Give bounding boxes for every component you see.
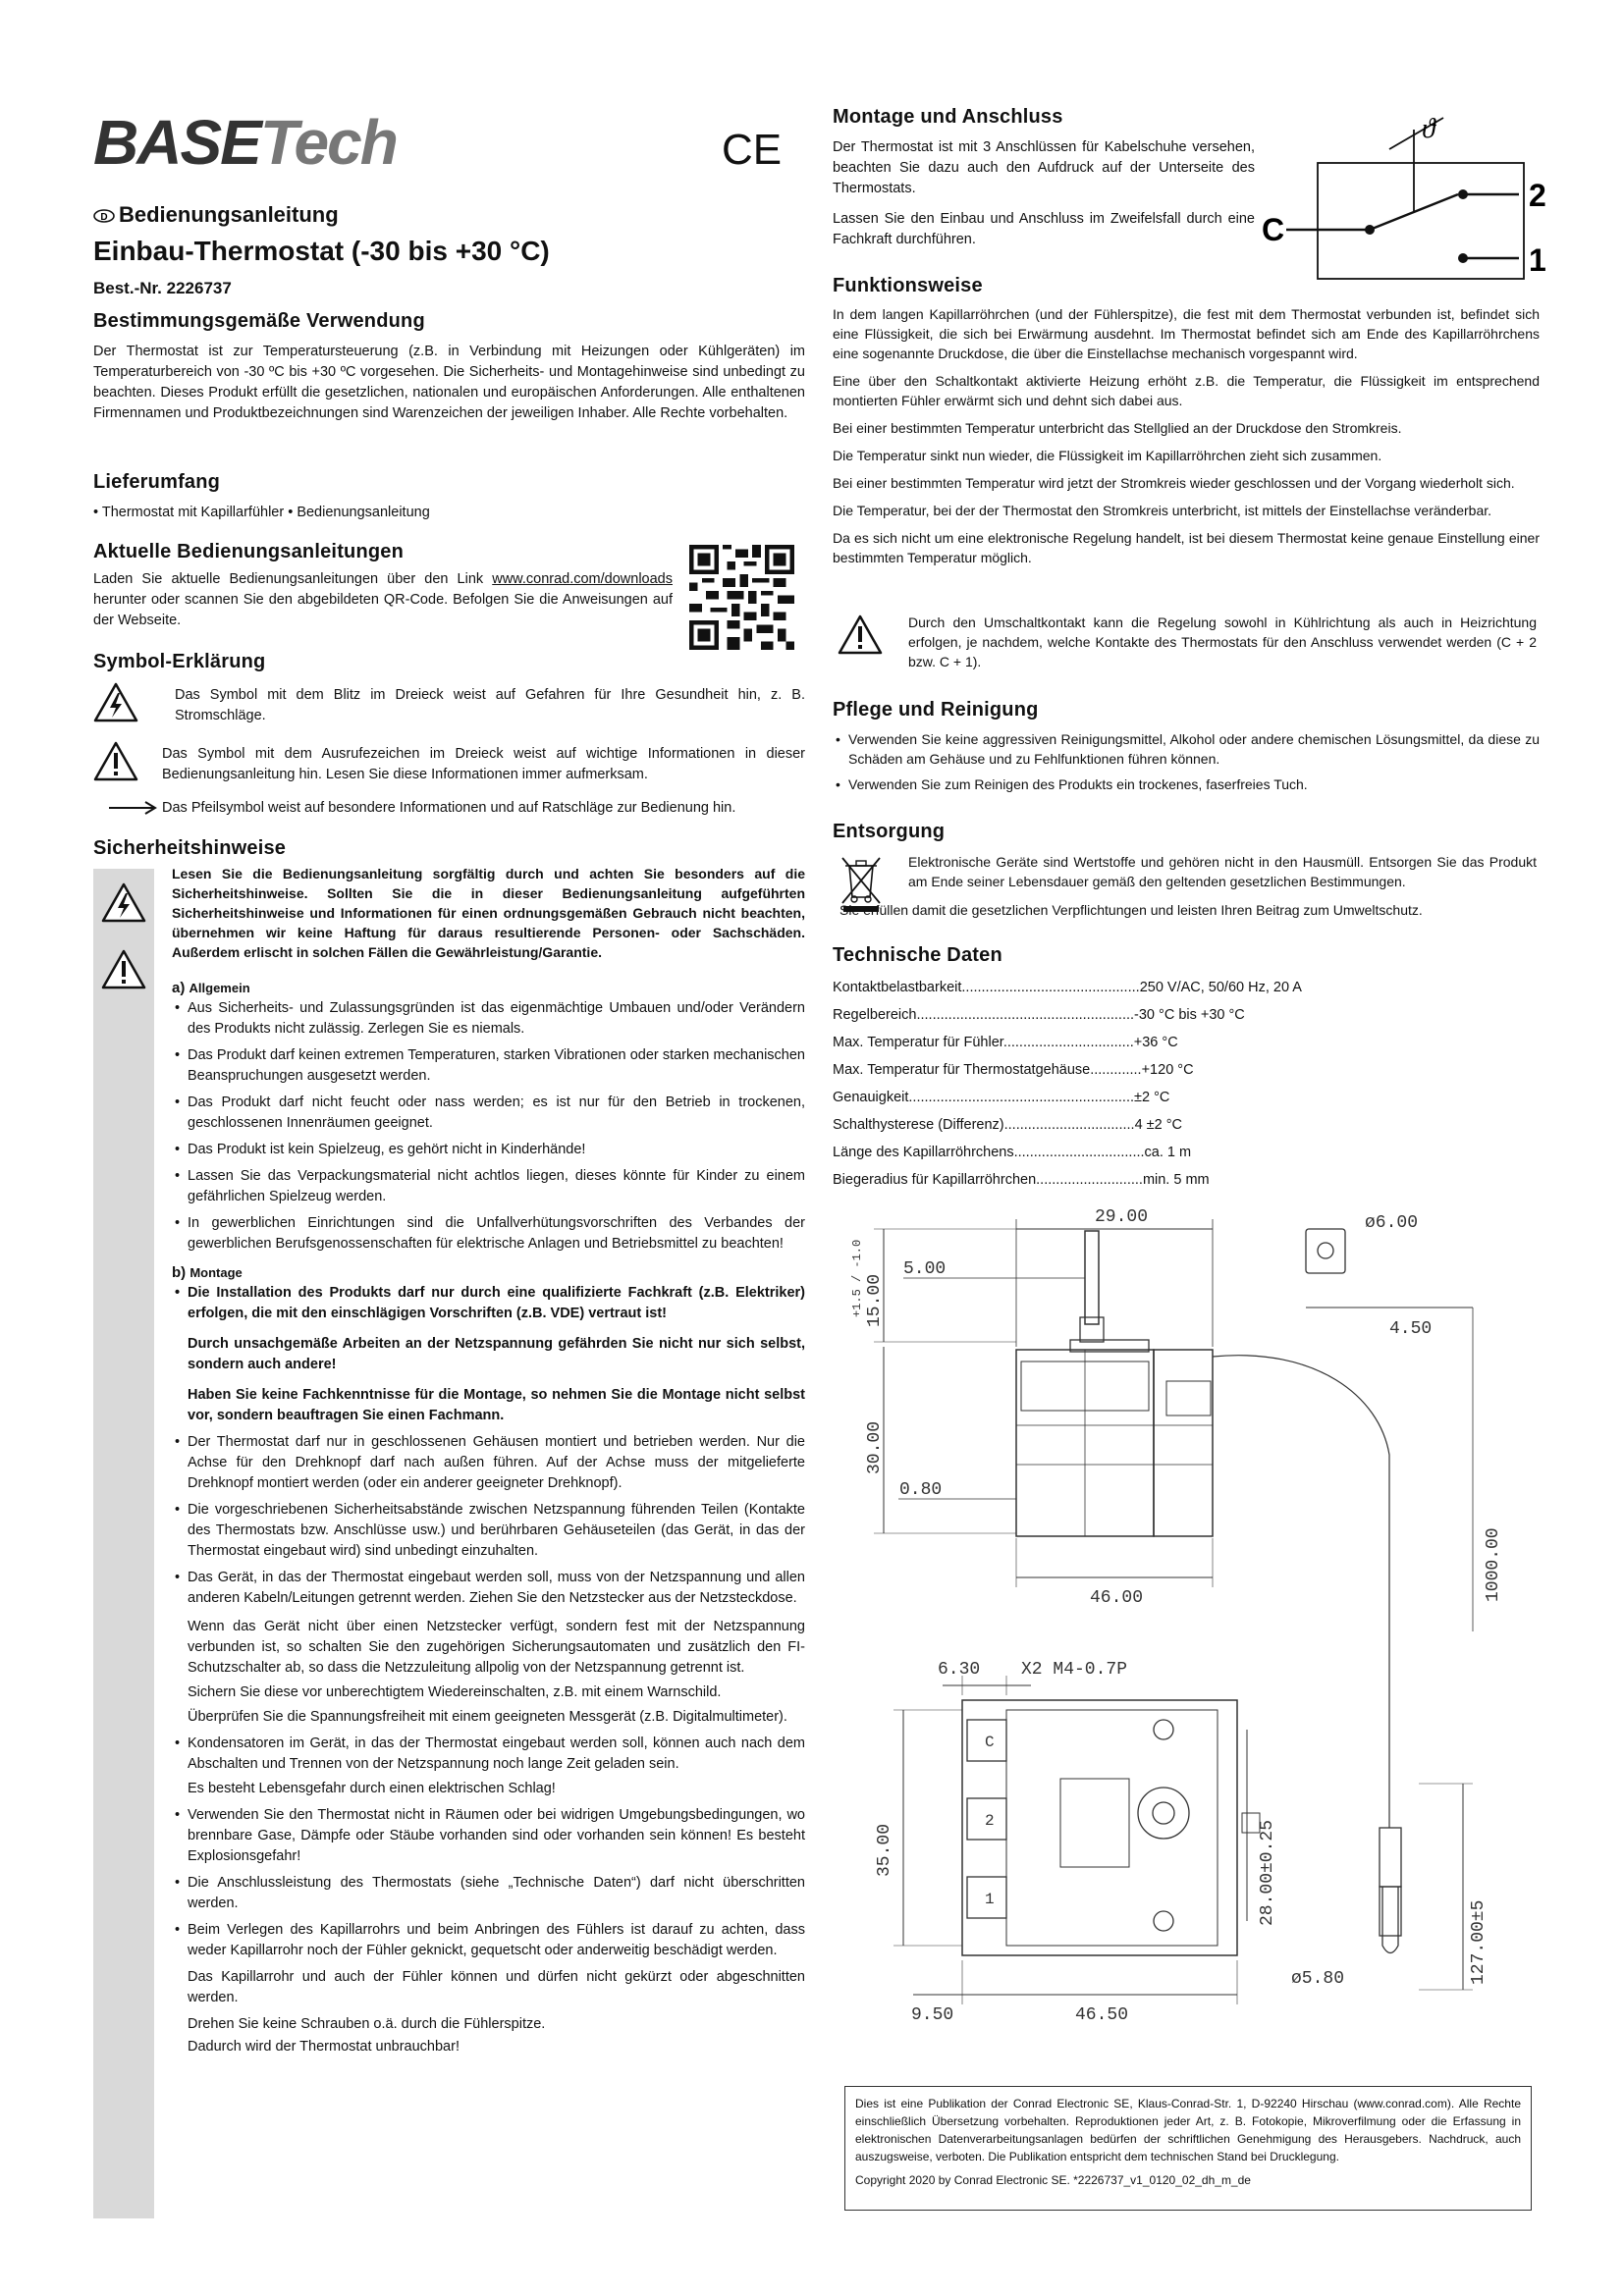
text-montage-1: Der Thermostat ist mit 3 Anschlüssen für Kabelschuhe versehen, beachten Sie dazu auch den Aufdruck auf der Unterseite des Thermostats. (833, 139, 1255, 196)
list-pflege (833, 729, 1540, 800)
text-montage-2: Lassen Sie den Einbau und Anschluss im Zweifelsfall durch eine Fachkraft durchführen. (833, 211, 1255, 247)
funktion-content: In dem langen Kapillarröhrchen (und der Fühlerspitze), die fest mit dem Thermostat verbunden ist, befindet sich eine Flüssigkeit, die sich bei Erwärmung ausdehnt. Im Thermostat befindet sich am Ende des Kapillarröhrchens eine sogenannte Druckdose, die über die Einstellachse mechanisch vorgespannt wird. Eine über den Schaltkontakt aktivierte Heizung erhöht z.B. die Temperatur, die Flüssigkeit im entsprechend montierten Fühler erwärmt sich und dehnt sich dabei aus. Bei einer bestimmten Temperatur unterbricht das Stellglied an der Druckdose den Stromkreis. Die Temperatur sinkt nun wieder, die Flüssigkeit im Kapillarröhrchen zieht sich zusammen. Bei einer bestimmten Temperatur wird jetzt der Stromkreis wieder geschlossen und der Vorgang wiederholt sich. Die Temperatur, bei der der Thermostat den Stromkreis unterbricht, ist mittels der Einstellachse veränderbar. Da es sich nicht um eine elektronische Regelung handelt, ist bei diesem Thermostat keine genaue Einstellung einer bestimmten Temperatur möglich. (833, 306, 1540, 565)
language-d-icon (93, 209, 115, 223)
terminal-2-label: 2 (1529, 178, 1546, 213)
dim-phi6: ø6.00 (1365, 1213, 1419, 1233)
dim-4650: 46.50 (1075, 2005, 1129, 2025)
dim-450: 4.50 (1389, 1319, 1433, 1339)
list-allgemein (172, 998, 805, 1255)
publisher-notice (844, 2086, 1532, 2211)
page-title: Einbau-Thermostat (-30 bis +30 °C) (93, 236, 550, 266)
list-montage (172, 1283, 805, 2057)
technical-drawing (844, 1200, 1532, 2054)
text-aktuelle: Laden Sie aktuelle Bedienungsanleitungen über den Link www.conrad.com/downloads herunter oder scannen Sie den abgebildeten QR-Code. Befolgen Sie die Anweisungen auf der Webseite. (93, 571, 673, 628)
subhead-allgemein: a) Allgemein (172, 980, 250, 996)
safety-content (172, 864, 805, 2063)
text-symbol-ausruf: Das Symbol mit dem Ausrufezeichen im Dreieck weist auf wichtige Informationen in dieser Bedienungsanleitung hin. Lesen Sie diese Informationen immer aufmerksam. (162, 746, 805, 782)
dim-46: 46.00 (1090, 1588, 1144, 1608)
terminal-1-label: 1 (1529, 242, 1546, 278)
theta-symbol: ϑ (1422, 114, 1435, 144)
list-item: • Verwenden Sie zum Reinigen des Produkts ein trockenes, faserfreies Tuch. (833, 774, 1540, 794)
publisher-text: Dies ist eine Publikation der Conrad Electronic SE, Klaus-Conrad-Str. 1, D-92240 Hirschau (www.conrad.com). Alle Rechte einschließlich Übersetzung vorbehalten. Reproduktionen jeder Art, z. B. Fotokopie, Mikroverfilmung oder die Erfassung in elektronischen Datenverarbeitungsanlagen bedürfen der schriftlichen Genehmigung des Herausgebers. Nachdruck, auch auszugsweise, verboten. Die Publikation entspricht dem technischen Stand bei Drucklegung. (855, 2097, 1521, 2163)
terminal-c: C (985, 1734, 995, 1751)
dim-15-tolerance: +1.5 / -1.0 (850, 1239, 864, 1317)
dim-5: 5.00 (903, 1259, 947, 1279)
subhead-montage: b) Montage (172, 1264, 243, 1281)
list-item: • Das Gerät, in das der Thermostat eingebaut werden soll, muss von der Netzspannung und allen anderen Kabeln/Leitungen getrennt werden. Ziehen Sie den Netzstecker aus der Netzsteckdose. Wenn das Gerät nicht über einen Netzstecker verfügt, sondern fest mit der Netzspannung verbunden ist, so schalten Sie den zugehörigen Sicherungsautomaten und zusätzlich den FI-Schutzschalter ab, so dass die Netzzuleitung allpolig von der Netzspannung getrennt ist. Sichern Sie diese vor unberechtigtem Wiedereinschalten, z.B. mit einem Warnschild. Überprüfen Sie die Spannungsfreiheit mit einem geeigneten Messgerät (z.B. Digitalmultimeter). (172, 1568, 805, 1728)
spec-row: Schalthysterese (Differenz).................................4 ±2 °C (833, 1117, 1182, 1133)
list-item: • Verwenden Sie keine aggressiven Reinigungsmittel, Alkohol oder andere chemischen Lösungsmittel, da diese zu Schäden am Gehäuse und zu Fehlfunktionen führen können. (833, 729, 1540, 769)
dim-127: 127.00±5 (1469, 1899, 1489, 1985)
text-entsorgung-1: Elektronische Geräte sind Wertstoffe und gehören nicht in den Hausmüll. Entsorgen Sie das Produkt am Ende seiner Lebensdauer gemäß den geltenden gesetzlichen Bestimmungen. (908, 854, 1537, 889)
list-item: • Das Produkt darf nicht feucht oder nass werden; es ist nur für den Betrieb in trockenen, geschlossenen Innenräumen geeignet. (172, 1093, 805, 1134)
text-lieferumfang: • Thermostat mit Kapillarfühler • Bedienungsanleitung (93, 505, 430, 520)
exclamation-warning-icon (101, 948, 146, 989)
ce-mark: CE (722, 126, 783, 174)
text-bestimmung: Der Thermostat ist zur Temperatursteuerung (z.B. in Verbindung mit Heizungen oder Kühlgeräten) im Temperaturbereich von -30 ºC bis +30 ºC vorgesehen. Die Sicherheits- und Montagehinweise sind unbedingt zu beachten. Dieses Produkt erfüllt die gesetzlichen, nationalen und europäischen Anforderungen. Alle enthaltenen Firmennamen und Produktbezeichnungen sind Warenzeichen der jeweiligen Inhaber. Alle Rechte vorbehalten. (93, 344, 805, 421)
list-item: • In gewerblichen Einrichtungen sind die Unfallverhütungsvorschriften des Verbandes der gewerblichen Berufsgenossenschaften für elektrische Anlagen und Betriebsmittel zu beachten! (172, 1213, 805, 1255)
heading-aktuelle: Aktuelle Bedienungsanleitungen (93, 541, 405, 562)
copyright: Copyright 2020 by Conrad Electronic SE. *2226737_v1_0120_02_dh_m_de (855, 2173, 1251, 2187)
text-funktion-note: Durch den Umschaltkontakt kann die Regelung sowohl in Kühlrichtung als auch in Heizrichtung erfolgen, je nachdem, welche Kontakte des Thermostats für den Anschluss verwendet werden (C + 2 bzw. C + 1). (908, 614, 1537, 669)
list-item: • Das Produkt ist kein Spielzeug, es gehört nicht in Kinderhände! (172, 1140, 805, 1160)
dim-080: 0.80 (899, 1480, 943, 1500)
spec-row: Biegeradius für Kapillarröhrchen...........................min. 5 mm (833, 1172, 1210, 1188)
list-item: • Kondensatoren im Gerät, in das der Thermostat eingebaut werden soll, können auch nach dem Abschalten und Trennen von der Netzspannung noch lange Zeit geladen sein. Es besteht Lebensgefahr durch einen elektrischen Schlag! (172, 1734, 805, 1799)
heading-symbol: Symbol-Erklärung (93, 651, 266, 672)
spec-row: Länge des Kapillarröhrchens.................................ca. 1 m (833, 1145, 1192, 1160)
safety-intro: Lesen Sie die Bedienungsanleitung sorgfältig durch und achten Sie besonders auf die Sicherheitshinweise. Sollten Sie die in dieser Bedienungsanleitung aufgeführten Sicherheitshinweise und Informationen für einen ordnungsgemäßen Gebrauch nicht beachten, übernehmen wir keine Haftung für daraus resultierende Personen- oder Sachschäden. Außerdem erlischt in solchen Fällen die Gewährleistung/Garantie. (172, 866, 805, 960)
downloads-link[interactable]: www.conrad.com/downloads (492, 571, 673, 587)
heading-sicherheit: Sicherheitshinweise (93, 837, 287, 859)
heading-lieferumfang: Lieferumfang (93, 471, 221, 493)
text-entsorgung-2: Sie erfüllen damit die gesetzlichen Verpflichtungen und leisten Ihren Beitrag zum Umweltschutz. (839, 902, 1423, 918)
list-item: • Die Anschlussleistung des Thermostats (siehe „Technische Daten“) darf nicht überschritten werden. (172, 1873, 805, 1914)
dim-29: 29.00 (1095, 1207, 1149, 1227)
exclamation-warning-icon (838, 614, 883, 655)
dim-28: 28.00±0.25 (1258, 1819, 1277, 1926)
dim-35: 35.00 (875, 1823, 894, 1877)
basetech-logo: BASETech (93, 107, 397, 178)
lightning-warning-icon (101, 881, 146, 923)
order-number: Best.-Nr. 2226737 (93, 279, 232, 297)
terminal-c-label: C (1262, 212, 1285, 247)
qr-code[interactable] (689, 545, 794, 650)
heading-pflege: Pflege und Reinigung (833, 699, 1039, 721)
dim-30: 30.00 (865, 1420, 885, 1474)
dim-1000: 1000.00 (1484, 1527, 1503, 1602)
dim-950: 9.50 (911, 2005, 954, 2025)
list-item: • Aus Sicherheits- und Zulassungsgründen ist das eigenmächtige Umbauen und/oder Verändern des Produkts nicht zulässig. Zerlegen Sie es niemals. (172, 998, 805, 1040)
terminal-2: 2 (985, 1812, 995, 1830)
exclamation-warning-icon (93, 740, 138, 781)
terminal-1: 1 (985, 1891, 995, 1908)
arrow-right-icon (108, 800, 157, 816)
svg-text:D: D (100, 212, 108, 224)
lightning-warning-icon (93, 681, 138, 722)
spec-row: Regelbereich.......................................................-30 °C bis +30 °C (833, 1007, 1245, 1023)
heading-technische: Technische Daten (833, 944, 1002, 966)
text-symbol-pfeil: Das Pfeilsymbol weist auf besondere Informationen und auf Ratschläge zur Bedienung hin. (162, 800, 736, 816)
dim-phi58: ø5.80 (1291, 1969, 1345, 1989)
list-item: • Die Installation des Produkts darf nur durch eine qualifizierte Fachkraft (z.B. Elektriker) erfolgen, die mit den einschlägigen Vorschriften (z.B. VDE) vertraut ist! Durch unsachgemäße Arbeiten an der Netzspannung gefährden Sie nicht nur sich selbst, sondern auch andere! Haben Sie keine Fachkenntnisse für die Montage, so nehmen Sie die Montage nicht selbst vor, sondern beauftragen Sie einen Fachmann. (172, 1283, 805, 1426)
list-item: • Verwenden Sie den Thermostat nicht in Räumen oder bei widrigen Umgebungsbedingungen, wo brennbare Gase, Dämpfe oder Stäube vorhanden sind oder vorhanden sein können! Es besteht Explosionsgefahr! (172, 1805, 805, 1867)
dim-15: 15.00 (865, 1273, 885, 1327)
heading-bestimmung: Bestimmungsgemäße Verwendung (93, 310, 425, 332)
spec-table (833, 974, 1382, 1194)
doc-type: D Bedienungsanleitung (93, 202, 339, 228)
dim-x2: X2 M4-0.7P (1021, 1660, 1128, 1680)
text-symbol-blitz: Das Symbol mit dem Blitz im Dreieck weist auf Gefahren für Ihre Gesundheit hin, z. B. Stromschläge. (175, 687, 805, 723)
safety-sidebar (93, 869, 154, 2218)
dim-630: 6.30 (938, 1660, 981, 1680)
heading-montage: Montage und Anschluss (833, 106, 1063, 128)
switch-schematic (1262, 108, 1556, 290)
heading-entsorgung: Entsorgung (833, 821, 946, 842)
spec-row: Genauigkeit.........................................................±2 °C (833, 1090, 1170, 1105)
list-item: • Lassen Sie das Verpackungsmaterial nicht achtlos liegen, dieses könnte für Kinder zu einem gefährlichen Spielzeug werden. (172, 1166, 805, 1207)
spec-row: Kontaktbelastbarkeit.............................................250 V/AC, 50/60 Hz, 20 A (833, 980, 1302, 995)
spec-row: Max. Temperatur für Fühler.................................+36 °C (833, 1035, 1178, 1050)
heading-funktion: Funktionsweise (833, 275, 983, 296)
list-item: • Das Produkt darf keinen extremen Temperaturen, starken Vibrationen oder starken mechanischen Beanspruchungen ausgesetzt werden. (172, 1045, 805, 1087)
list-item: • Die vorgeschriebenen Sicherheitsabstände zwischen Netzspannung führenden Teilen (Kontakte des Thermostats bzw. Anschlüsse usw.) und berührbaren Gehäuseteilen (das Gerät, in das der Thermostat eingebaut wird) sind unbedingt einzuhalten. (172, 1500, 805, 1562)
list-item: • Beim Verlegen des Kapillarrohrs und beim Anbringen des Fühlers ist darauf zu achten, dass weder Kapillarrohr noch der Fühler geknickt, gequetscht oder anderweitig beschädigt werden. Das Kapillarrohr und auch der Fühler können und dürfen nicht gekürzt oder abgeschnitten werden. Drehen Sie keine Schrauben o.ä. durch die Fühlerspitze. Dadurch wird der Thermostat unbrauchbar! (172, 1920, 805, 2057)
list-item: • Der Thermostat darf nur in geschlossenen Gehäusen montiert und betrieben werden. Nur die Achse für den Drehknopf darf nach außen führen. Auf der Achse muss der mitgelieferte Drehknopf montiert werden (oder ein anderer geeigneter Drehknopf). (172, 1432, 805, 1494)
spec-row: Max. Temperatur für Thermostatgehäuse.............+120 °C (833, 1062, 1194, 1078)
